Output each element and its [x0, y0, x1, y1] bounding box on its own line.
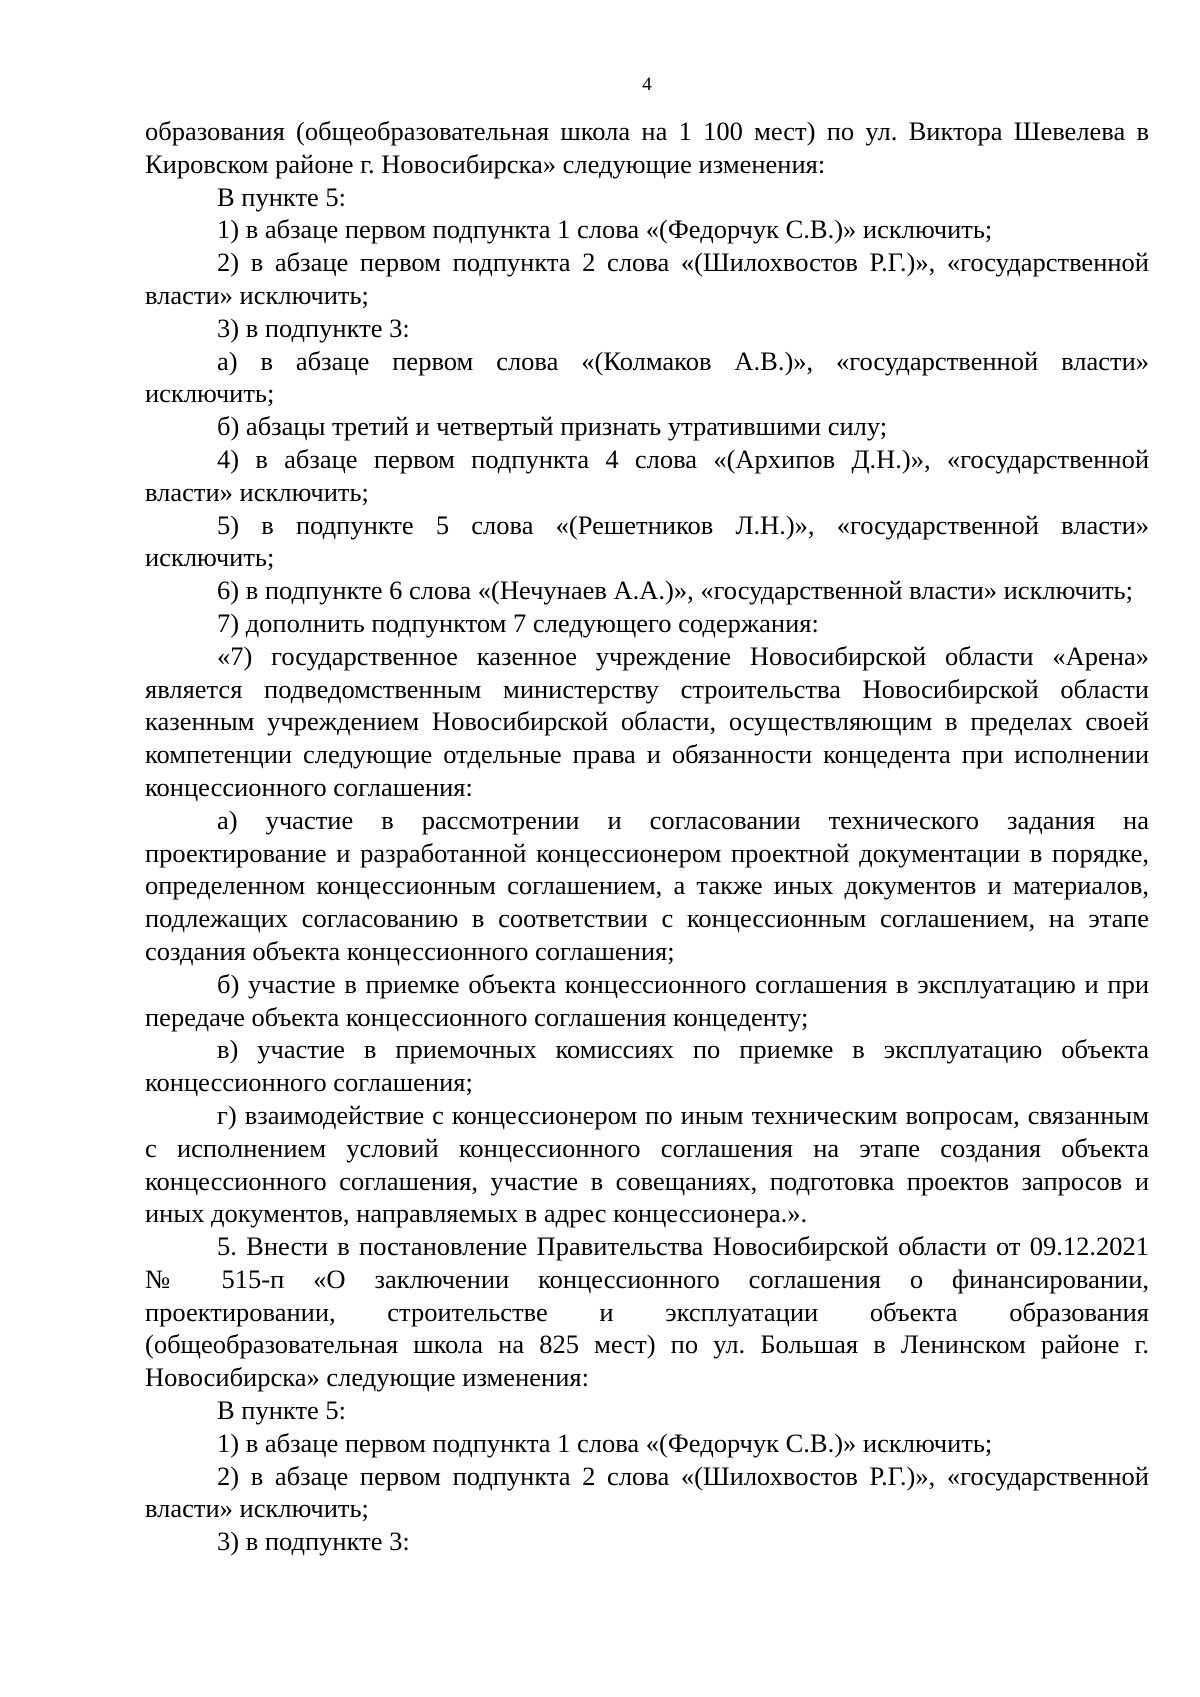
paragraph: 5. Внести в постановление Правительства Новосибирской области от 09.12.2021 № 515-п «О заключении концессионного соглашения о финансировании, проектировании, строительстве и эксплуатации объекта образования (общеобразовательная школа на 825 мест) по ул. Большая в Ленинском районе г. Новосибирска» следующие изменения:	[145, 1231, 1149, 1393]
paragraph: В пункте 5:	[217, 181, 347, 212]
paragraph: 2) в абзаце первом подпункта 2 слова «(Шилохвостов Р.Г.)», «государственной власти» исключить;	[145, 1460, 1149, 1524]
paragraph: 3) в подпункте 3:	[217, 1526, 410, 1557]
paragraph: а) в абзаце первом слова «(Колмаков А.В.)», «государственной власти» исключить;	[145, 345, 1149, 409]
paragraph: а) участие в рассмотрении и согласовании технического задания на проектирование и разработанной концессионером проектной документации в порядке, определенном концессионным соглашением, а также иных документов и материалов, подлежащих согласованию в соответствии с концессионным соглашением, на этапе создания объекта концессионного соглашения;	[145, 804, 1149, 966]
paragraph: «7) государственное казенное учреждение Новосибирской области «Арена» является подведомственным министерству строительства Новосибирской области казенным учреждением Новосибирской области, осуществляющим в пределах своей компетенции следующие отдельные права и обязанности концедента при исполнении концессионного соглашения:	[145, 640, 1149, 802]
paragraph: б) абзацы третий и четвертый признать утратившими силу;	[217, 411, 888, 442]
page-number: 4	[642, 74, 652, 95]
paragraph: 2) в абзаце первом подпункта 2 слова «(Шилохвостов Р.Г.)», «государственной власти» исключить;	[145, 247, 1149, 310]
paragraph: г) взаимодействие с концессионером по иным техническим вопросам, связанным с исполнением условий концессионного соглашения на этапе создания объекта концессионного соглашения, участие в совещаниях, подготовка проектов запросов и иных документов, направляемых в адрес концессионера.».	[145, 1099, 1149, 1229]
paragraph: б) участие в приемке объекта концессионного соглашения в эксплуатацию и при передаче объекта концессионного соглашения концеденту;	[145, 968, 1149, 1032]
paragraph: 1) в абзаце первом подпункта 1 слова «(Федорчук С.В.)» исключить;	[217, 1427, 993, 1458]
paragraph: 7) дополнить подпунктом 7 следующего содержания:	[217, 607, 819, 638]
document-body	[145, 115, 1149, 1558]
paragraph: 1) в абзаце первом подпункта 1 слова «(Федорчук С.В.)» исключить;	[217, 214, 993, 245]
paragraph: в) участие в приемочных комиссиях по приемке в эксплуатацию объекта концессионного соглашения;	[145, 1034, 1149, 1098]
paragraph: В пункте 5:	[217, 1395, 347, 1426]
paragraph: 5) в подпункте 5 слова «(Решетников Л.Н.)», «государственной власти» исключить;	[145, 509, 1149, 573]
paragraph: 6) в подпункте 6 слова «(Нечунаев А.А.)», «государственной власти» исключить;	[217, 575, 1133, 606]
paragraph: образования (общеобразовательная школа на 1 100 мест) по ул. Виктора Шевелева в Кировском районе г. Новосибирска» следующие изменения:	[145, 116, 1149, 179]
paragraph: 4) в абзаце первом подпункта 4 слова «(Архипов Д.Н.)», «государственной власти» исключить;	[145, 443, 1149, 507]
paragraph: 3) в подпункте 3:	[217, 312, 410, 343]
